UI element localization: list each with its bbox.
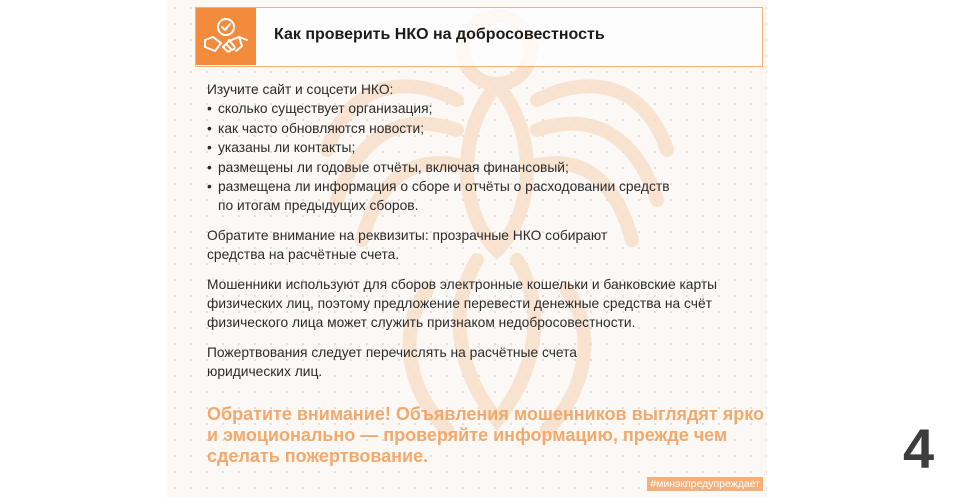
list-item: • указаны ли контакты;	[207, 138, 767, 157]
list-item: • сколько существует организация;	[207, 99, 767, 118]
page-number: 4	[903, 417, 935, 480]
info-card	[167, 0, 767, 497]
list-item: • как часто обновляются новости;	[207, 119, 767, 138]
hashtag-badge: #минэкпредупреждает	[647, 477, 763, 491]
list-item: • размещены ли годовые отчёты, включая финансовый;	[207, 158, 767, 177]
warning-callout: Обратите внимание! Объявления мошенников выглядят ярко и эмоционально — проверяйте информацию, прежде чем сделать пожертвование.	[207, 404, 765, 466]
requisites-paragraph: Обратите внимание на реквизиты: прозрачные НКО собирают средства на расчётные счета.	[207, 227, 608, 263]
title-banner	[195, 7, 763, 67]
intro-text: Изучите сайт и соцсети НКО:	[207, 82, 394, 97]
handshake-check-icon	[196, 8, 256, 65]
main-text	[207, 80, 767, 382]
donation-paragraph: Пожертвования следует перечислять на расчётные счета юридических лиц.	[207, 344, 577, 380]
checklist	[207, 99, 767, 215]
list-item: • размещена ли информация о сборе и отчёты о расходовании средств по итогам предыдущих сборов.	[207, 177, 688, 216]
fraud-paragraph: Мошенники используют для сборов электронные кошельки и банковские карты физических лиц, поэтому предложение перевести денежные средства на счёт физического лица может служить признаком недобросовестности.	[207, 276, 718, 331]
page-title: Как проверить НКО на добросовестность	[274, 26, 605, 43]
